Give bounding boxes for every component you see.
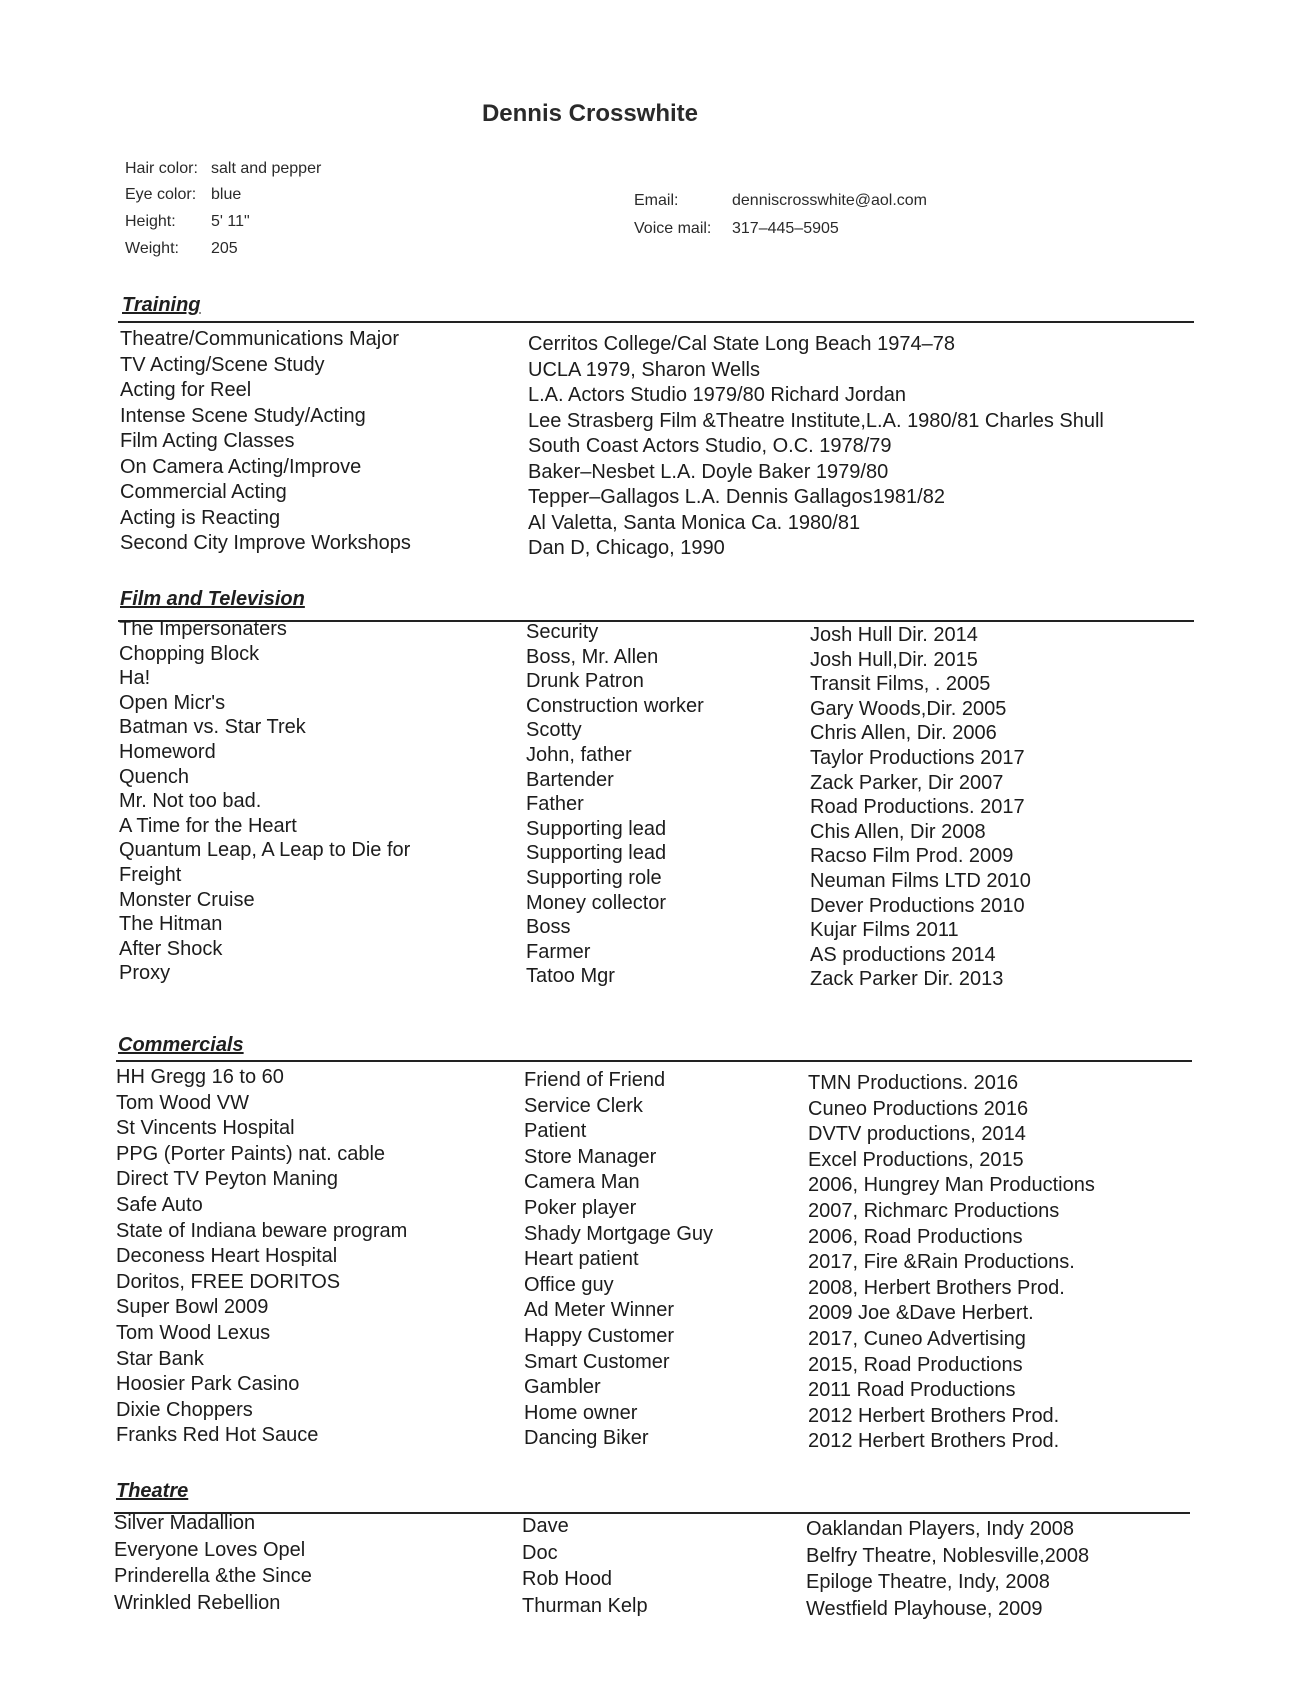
film-title: The Hitman bbox=[119, 913, 223, 936]
commercial-role: Smart Customer bbox=[524, 1350, 670, 1373]
film-credit: Josh Hull Dir. 2014 bbox=[810, 624, 978, 646]
film-title: Batman vs. Star Trek bbox=[119, 716, 306, 739]
film-role: Construction worker bbox=[526, 694, 704, 717]
training-course: TV Acting/Scene Study bbox=[120, 353, 325, 376]
film-credit: Dever Productions 2010 bbox=[810, 894, 1025, 917]
training-school: South Coast Actors Studio, O.C. 1978/79 bbox=[528, 435, 892, 457]
contact-email: Email: denniscrosswhite@aol.com bbox=[634, 192, 927, 209]
film-title: Homeword bbox=[119, 741, 216, 763]
commercial-role: Ad Meter Winner bbox=[524, 1299, 675, 1322]
commercial-title: HH Gregg 16 to 60 bbox=[116, 1066, 284, 1088]
film-credit: Chris Allen, Dir. 2006 bbox=[810, 722, 997, 745]
commercial-credit: 2011 Road Productions bbox=[808, 1379, 1016, 1402]
film-role: Money collector bbox=[526, 891, 667, 914]
film-title: Ha! bbox=[119, 667, 151, 690]
film-title: Freight bbox=[119, 864, 182, 886]
film-title: Monster Cruise bbox=[119, 888, 255, 911]
commercial-role: Shady Mortgage Guy bbox=[524, 1222, 713, 1245]
film-title: Mr. Not too bad. bbox=[119, 790, 262, 813]
training-school: Baker–Nesbet L.A. Doyle Baker 1979/80 bbox=[528, 460, 889, 483]
commercial-credit: Cuneo Productions 2016 bbox=[808, 1097, 1029, 1120]
commercial-role: Friend of Friend bbox=[524, 1069, 666, 1091]
training-course: Intense Scene Study/Acting bbox=[120, 404, 366, 427]
commercial-credit: Excel Productions, 2015 bbox=[808, 1148, 1024, 1171]
commercial-credit: TMN Productions. 2016 bbox=[808, 1072, 1019, 1094]
commercial-title: Dixie Choppers bbox=[116, 1398, 253, 1421]
commercial-role: Patient bbox=[524, 1120, 587, 1143]
theatre-role: Rob Hood bbox=[522, 1568, 613, 1590]
commercial-credit: 2007, Richmarc Productions bbox=[808, 1200, 1060, 1222]
commercial-title: Star Bank bbox=[116, 1347, 204, 1370]
commercial-title: Deconess Heart Hospital bbox=[116, 1245, 338, 1268]
commercial-credit: 2006, Road Productions bbox=[808, 1225, 1023, 1248]
theatre-title: Wrinkled Rebellion bbox=[114, 1591, 281, 1614]
contact-voicemail: Voice mail: 317–445–5905 bbox=[634, 220, 839, 237]
film-heading: Film and Television bbox=[120, 588, 305, 610]
film-role: Supporting role bbox=[526, 867, 662, 889]
theatre-title: Prinderella &the Since bbox=[114, 1565, 312, 1587]
training-course: Theatre/Communications Major bbox=[120, 328, 399, 350]
film-credit: AS productions 2014 bbox=[810, 943, 996, 966]
training-school: UCLA 1979, Sharon Wells bbox=[528, 358, 760, 381]
attr-eyes: Eye color: blue bbox=[125, 186, 242, 203]
training-school: Cerritos College/Cal State Long Beach 1974–78 bbox=[528, 333, 955, 355]
commercial-title: Franks Red Hot Sauce bbox=[116, 1424, 319, 1447]
theatre-credit: Oaklandan Players, Indy 2008 bbox=[806, 1518, 1074, 1540]
film-role: Security bbox=[526, 621, 599, 643]
film-role: Tatoo Mgr bbox=[526, 965, 615, 988]
attr-height: Height: 5' 11" bbox=[125, 213, 250, 230]
theatre-title: Silver Madallion bbox=[114, 1512, 256, 1534]
commercial-title: Safe Auto bbox=[116, 1194, 203, 1216]
theatre-title: Everyone Loves Opel bbox=[114, 1538, 306, 1561]
theatre-role: Dave bbox=[522, 1515, 569, 1537]
film-credit: Gary Woods,Dir. 2005 bbox=[810, 697, 1007, 720]
theatre-credit: Westfield Playhouse, 2009 bbox=[806, 1597, 1043, 1620]
commercial-role: Store Manager bbox=[524, 1145, 657, 1168]
training-course: Second City Improve Workshops bbox=[120, 532, 411, 554]
theatre-heading: Theatre bbox=[116, 1480, 189, 1502]
theatre-credit: Belfry Theatre, Noblesville,2008 bbox=[806, 1544, 1090, 1567]
film-title: After Shock bbox=[119, 937, 223, 960]
film-title: Open Micr's bbox=[119, 691, 226, 714]
commercial-title: Hoosier Park Casino bbox=[116, 1373, 300, 1396]
training-school: Tepper–Gallagos L.A. Dennis Gallagos1981/82 bbox=[528, 486, 945, 508]
training-course: Acting is Reacting bbox=[120, 506, 281, 529]
film-role: Supporting lead bbox=[526, 842, 667, 865]
film-title: A Time for the Heart bbox=[119, 814, 297, 837]
commercial-title: Doritos, FREE DORITOS bbox=[116, 1270, 341, 1293]
training-school: Lee Strasberg Film &Theatre Institute,L.A. 1980/81 Charles Shull bbox=[528, 409, 1104, 432]
commercial-credit: 2012 Herbert Brothers Prod. bbox=[808, 1430, 1060, 1453]
film-role: Boss bbox=[526, 916, 571, 939]
theatre-credit: Epiloge Theatre, Indy, 2008 bbox=[806, 1571, 1050, 1593]
training-rule bbox=[118, 321, 1194, 323]
commercial-title: Tom Wood Lexus bbox=[116, 1322, 271, 1344]
training-course: Commercial Acting bbox=[120, 481, 287, 503]
film-credit: Zack Parker Dir. 2013 bbox=[810, 968, 1004, 991]
commercial-credit: 2017, Cuneo Advertising bbox=[808, 1328, 1026, 1350]
commercial-credit: 2012 Herbert Brothers Prod. bbox=[808, 1404, 1060, 1427]
commercial-role: Home owner bbox=[524, 1401, 638, 1424]
theatre-role: Thurman Kelp bbox=[522, 1594, 648, 1617]
attr-hair: Hair color: salt and pepper bbox=[125, 160, 322, 177]
film-role: Farmer bbox=[526, 940, 591, 963]
film-credit: Josh Hull,Dir. 2015 bbox=[810, 648, 978, 671]
film-role: Boss, Mr. Allen bbox=[526, 645, 659, 668]
commercial-credit: DVTV productions, 2014 bbox=[808, 1123, 1026, 1146]
training-course: On Camera Acting/Improve bbox=[120, 455, 362, 478]
film-role: Scotty bbox=[526, 719, 582, 742]
theatre-rule bbox=[114, 1512, 1190, 1514]
film-role: Drunk Patron bbox=[526, 670, 644, 693]
film-title: Proxy bbox=[119, 962, 171, 985]
commercial-title: PPG (Porter Paints) nat. cable bbox=[116, 1142, 386, 1165]
film-title: Chopping Block bbox=[119, 642, 260, 665]
film-title: Quench bbox=[119, 765, 190, 788]
commercial-role: Office guy bbox=[524, 1273, 614, 1296]
commercial-title: St Vincents Hospital bbox=[116, 1117, 295, 1140]
commercial-role: Heart patient bbox=[524, 1248, 639, 1271]
commercials-heading: Commercials bbox=[118, 1034, 244, 1056]
commercial-role: Service Clerk bbox=[524, 1094, 643, 1117]
film-credit: Road Productions. 2017 bbox=[810, 796, 1025, 819]
commercial-role: Poker player bbox=[524, 1197, 637, 1219]
commercial-title: Super Bowl 2009 bbox=[116, 1296, 269, 1319]
film-role: Supporting lead bbox=[526, 817, 667, 840]
training-school: Dan D, Chicago, 1990 bbox=[528, 537, 725, 559]
training-heading: Training bbox=[122, 294, 201, 316]
film-role: John, father bbox=[526, 744, 632, 766]
film-credit: Taylor Productions 2017 bbox=[810, 747, 1025, 769]
resume-name: Dennis Crosswhite bbox=[481, 100, 699, 127]
film-title: The Impersonaters bbox=[119, 618, 287, 640]
training-course: Acting for Reel bbox=[120, 379, 252, 401]
training-school: Al Valetta, Santa Monica Ca. 1980/81 bbox=[528, 511, 861, 534]
commercial-title: State of Indiana beware program bbox=[116, 1219, 408, 1242]
training-school: L.A. Actors Studio 1979/80 Richard Jordan bbox=[528, 384, 907, 406]
film-credit: Zack Parker, Dir 2007 bbox=[810, 771, 1004, 794]
film-credit: Racso Film Prod. 2009 bbox=[810, 845, 1014, 868]
commercial-credit: 2015, Road Productions bbox=[808, 1353, 1023, 1376]
commercial-credit: 2008, Herbert Brothers Prod. bbox=[808, 1276, 1065, 1299]
commercial-role: Dancing Biker bbox=[524, 1427, 649, 1450]
theatre-role: Doc bbox=[522, 1541, 558, 1564]
film-credit: Kujar Films 2011 bbox=[810, 919, 959, 942]
commercial-credit: 2017, Fire &Rain Productions. bbox=[808, 1251, 1075, 1274]
film-role: Bartender bbox=[526, 768, 614, 791]
commercials-rule bbox=[116, 1060, 1192, 1062]
film-credit: Neuman Films LTD 2010 bbox=[810, 870, 1031, 892]
commercial-role: Camera Man bbox=[524, 1171, 640, 1194]
film-title: Quantum Leap, A Leap to Die for bbox=[119, 839, 411, 862]
commercial-credit: 2006, Hungrey Man Productions bbox=[808, 1174, 1095, 1197]
film-role: Father bbox=[526, 793, 584, 816]
film-credit: Chis Allen, Dir 2008 bbox=[810, 820, 986, 843]
commercial-role: Happy Customer bbox=[524, 1325, 675, 1347]
commercial-credit: 2009 Joe &Dave Herbert. bbox=[808, 1302, 1034, 1325]
attr-weight: Weight: 205 bbox=[125, 240, 238, 257]
commercial-title: Direct TV Peyton Maning bbox=[116, 1168, 338, 1191]
commercial-title: Tom Wood VW bbox=[116, 1091, 249, 1114]
film-credit: Transit Films, . 2005 bbox=[810, 673, 991, 696]
training-course: Film Acting Classes bbox=[120, 430, 295, 452]
commercial-role: Gambler bbox=[524, 1376, 601, 1399]
